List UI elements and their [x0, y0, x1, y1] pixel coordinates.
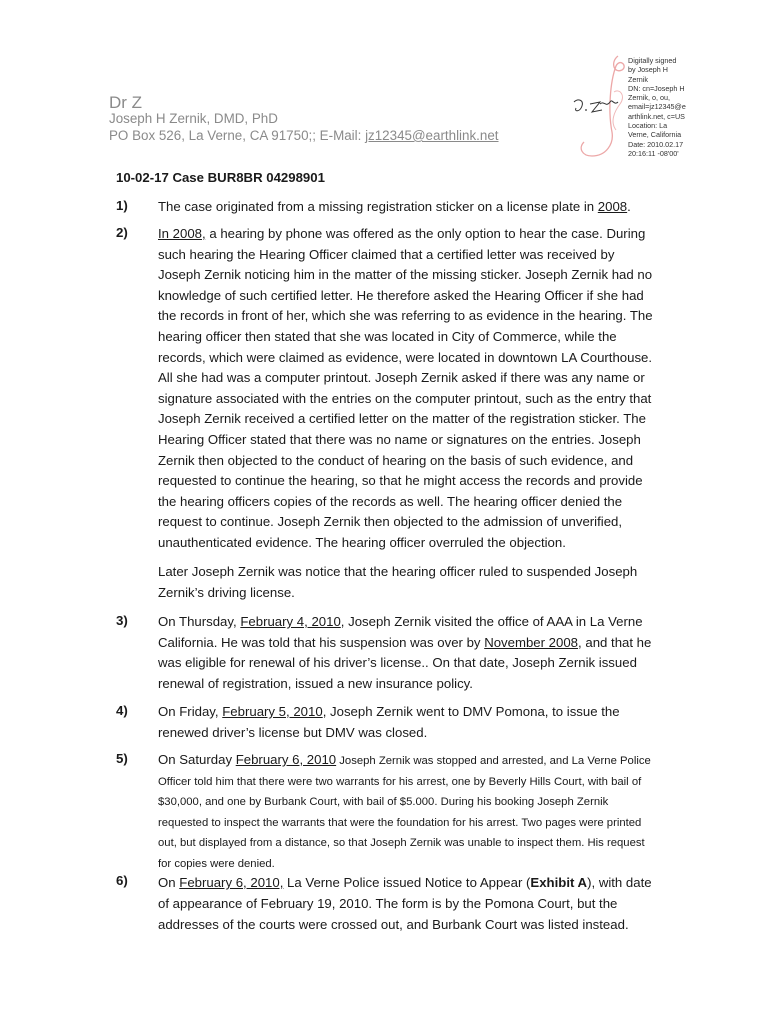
address-text: PO Box 526, La Verne, CA 91750;; E-Mail:	[109, 128, 366, 143]
signature-line: email=jz12345@e	[628, 102, 686, 112]
signature-details	[628, 56, 720, 158]
signature-line: DN: cn=Joseph H	[628, 83, 685, 93]
item-followup-text: Later Joseph Zernik was notice that the hearing officer ruled to suspended Joseph Zernik’s driving license.	[158, 564, 638, 600]
case-title: 10-02-17 Case BUR8BR 04298901	[116, 170, 325, 185]
underlined-text: In 2008,	[158, 226, 206, 241]
digital-signature	[570, 52, 720, 164]
underlined-text: November 2008	[484, 634, 579, 650]
item-number: 1)	[116, 198, 128, 213]
signature-line: 20:16:11 -08'00'	[628, 148, 679, 158]
signature-line: arthlink.net, c=US	[628, 111, 685, 121]
item-number: 5)	[116, 751, 128, 766]
underlined-text: February 5, 2010	[222, 704, 323, 719]
underlined-text: February 4, 2010	[240, 614, 341, 629]
text-run: The case originated from a missing registration sticker on a license plate in	[158, 199, 598, 214]
text-run: a hearing by phone was offered as the only option to hear the case. During such hearing the Hearing Officer claimed that a certified letter was received by Joseph Zernik noticing him in the matter of the missing sticker. Joseph Zernik had no knowledge of such certified letter. He therefore asked the Hearing Officer if she had the records in front of her, which she was referring to as evidence in the hearing. The hearing officer then stated that she was located in City of Commerce, while the records, which were claimed as evidence, were located in downtown LA Courthouse. All she had was a computer printout. Joseph Zernik asked if there was any name or signature associated with the entries on the computer printout, such as the entry that Joseph Zernik received a certified letter on the matter of the registration sticker. The Hearing Officer stated that there was no name or signatures on the entries. Joseph Zernik then objected to the conduct of hearing on the basis of such evidence, and requested to continue the hearing, so that he might access the records and provide the hearing officers copies of the records as well. The hearing officer denied the request to continue. Joseph Zernik then objected to the admission of unverified, unauthenticated evidence. The hearing officer overruled the objection.	[158, 226, 653, 550]
text-run: On	[158, 875, 180, 890]
underlined-text: February 6, 2010	[235, 752, 337, 767]
item-text	[158, 197, 656, 218]
text-run: On Saturday	[158, 752, 236, 767]
item-text	[158, 224, 656, 554]
item-text	[158, 872, 656, 935]
item-number: 6)	[116, 873, 128, 888]
underlined-text: February 6, 2010,	[179, 875, 284, 890]
item-text	[158, 702, 656, 743]
underlined-text: 2008	[597, 199, 628, 214]
letterhead-credentials: Joseph H Zernik, DMD, PhD	[109, 111, 278, 126]
text-run: , and that he was eligible for renewal of his driver’s license.. On that date, Joseph Zernik issued renewal of registration, issued a new insurance policy.	[158, 634, 652, 691]
email-link[interactable]: jz12345@earthlink.net	[365, 128, 499, 143]
item-text	[158, 612, 656, 694]
signature-line: Digitally signed	[628, 56, 677, 65]
signature-line: Location: La	[628, 121, 668, 131]
item-number: 3)	[116, 613, 128, 628]
signature-line: Date: 2010.02.17	[628, 139, 684, 149]
signature-line: Zernik, o, ou,	[628, 93, 670, 103]
signature-line: by Joseph H	[628, 65, 668, 75]
text-run: ), with date of appearance of February 19, 2010. The form is by the Pomona Court, but the addresses of the courts were crossed out, and Burbank Court was listed instead.	[158, 875, 652, 932]
letterhead-address	[109, 128, 499, 143]
text-run: La Verne Police issued Notice to Appear (	[283, 875, 531, 890]
text-run: On Friday,	[158, 704, 223, 719]
signature-line: Zernik	[628, 74, 648, 84]
letterhead-name: Dr Z	[109, 93, 143, 112]
text-run: Joseph Zernik was stopped and arrested, and La Verne Police Officer told him that there were two warrants for his arrest, one by Beverly Hills Court, with bail of $30,000, and one by Burbank Court, with bail of $5.000. During his booking Joseph Zernik requested to inspect the warrants that were the foundation for his arrest. Two pages were printed out, but displayed from a distance, so that Joseph Zernik was unable to inspect them. His request for copies were denied.	[158, 755, 651, 870]
item-text	[158, 750, 656, 875]
bold-text: Exhibit A	[530, 875, 588, 890]
text-run: .	[627, 199, 631, 214]
text-run: , Joseph Zernik visited the office of AAA in La Verne California. He was told that his suspension was over by	[158, 614, 643, 650]
item-number: 4)	[116, 703, 128, 718]
text-run: On Thursday,	[158, 614, 241, 629]
item-number: 2)	[116, 225, 128, 240]
signature-line: Verne, California	[628, 130, 682, 140]
text-run: , Joseph Zernik went to DMV Pomona, to issue the renewed driver’s license but DMV was closed.	[158, 704, 620, 740]
